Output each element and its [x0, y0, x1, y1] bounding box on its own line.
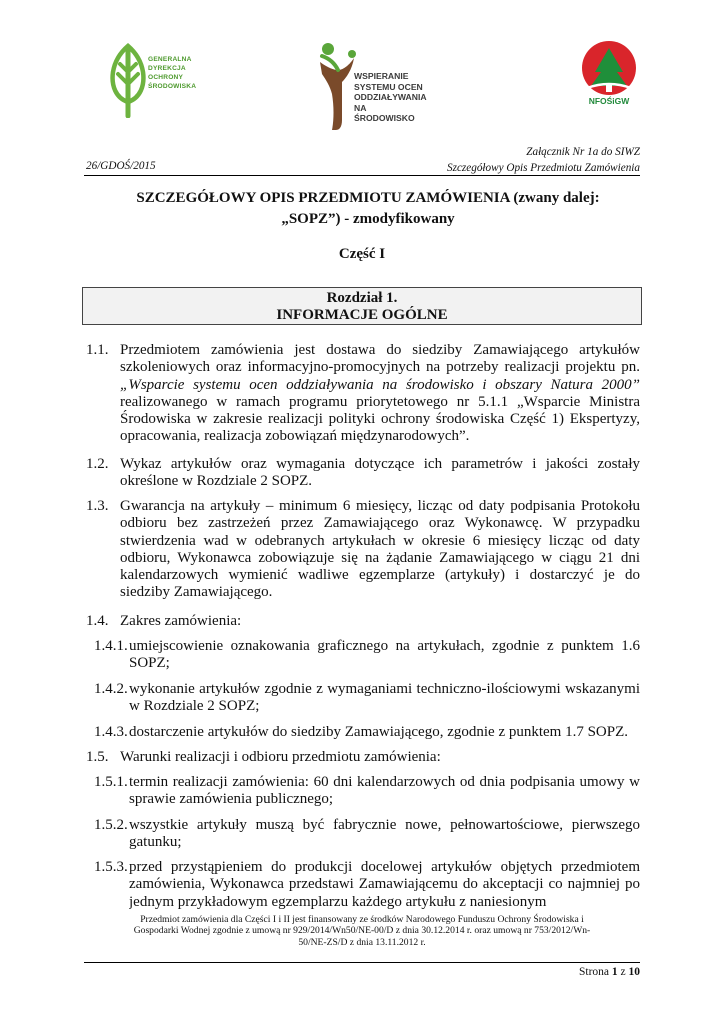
footer-divider — [84, 962, 640, 963]
nfosigw-logo-text: NFOŚiGW — [588, 96, 630, 106]
section-1-4-2-text: wykonanie artykułów zgodnie z wymaganiami techniczno-ilościowymi wskazanymi w Rozdziale 2 SOPZ; — [129, 681, 640, 715]
section-number: 1.2. — [86, 456, 109, 472]
wspieranie-logo-text: WSPIERANIE SYSTEMU OCEN ODDZIAŁYWANIA NA ŚRODOWISKO — [354, 71, 427, 124]
section-1-3-text: Gwarancja na artykuły – minimum 6 miesięcy, licząc od daty podpisania Protokołu odbioru bez zastrzeżeń przez Zamawiającego oraz Wykonawcę. W przypadku stwierdzenia wad w odebranych artykułach w okresie 6 miesięcy licząc od daty odbioru, Wykonawca zobowiązuje się na żądanie Zamawiającego w ciągu 21 dni kalendarzowych wymienić wadliwe egzemplarze (artykuły) i dostarczyć je do siedziby Zamawiającego. — [120, 498, 640, 601]
tree-icon — [108, 42, 148, 118]
funding-footnote: Przedmiot zamówienia dla Części I i II jest finansowany ze środków Narodowego Funduszu Ochrony Środowiska i Gospodarki Wodnej zgodnie z umową nr 929/2014/Wn50/NE-00/D z dnia 30.12.2014 r. oraz umową nr 753/2012/Wn- 50/NE-ZS/D z dnia 13.11.2012 r. — [133, 914, 591, 948]
nfosigw-logo — [579, 40, 639, 108]
section-1-1-text: Przedmiotem zamówienia jest dostawa do siedziby Zamawiającego artykułów szkoleniowych oraz informacyjno-promocyjnych na potrzeby realizacji projektu pn. „Wsparcie systemu ocen oddziaływania na środowisko i obszary Natura 2000” realizowanego w ramach programu priorytetowego nr 5.1.1 „Wsparcie Ministra Środowiska w zakresie realizacji polityki ochrony środowiska Część 1) Ekspertyzy, opracowania, realizacja zobowiązań międzynarodowych”. — [120, 342, 640, 445]
part-heading: Część I — [338, 246, 386, 262]
gdos-logo-text: GENERALNA DYREKCJA OCHRONY ŚRODOWISKA — [148, 56, 197, 90]
page-number: Strona 1 z 10 — [578, 966, 640, 978]
section-1-5-text: Warunki realizacji i odbioru przedmiotu zamówienia: — [120, 749, 441, 765]
section-1-4-text: Zakres zamówienia: — [120, 613, 242, 629]
reference-number: 26/GDOŚ/2015 — [86, 160, 156, 172]
subsection-number: 1.5.2. — [94, 817, 128, 833]
project-name: „Wsparcie systemu ocen oddziaływania na środowisko i obszary Natura 2000” — [120, 376, 640, 393]
section-1-4-3-text: dostarczenie artykułów do siedziby Zamawiającego, zgodnie z punktem 1.7 SOPZ. — [129, 724, 629, 740]
section-1-5-2-text: wszystkie artykuły muszą być fabrycznie nowe, pełnowartościowe, pierwszego gatunku; — [129, 817, 640, 851]
chapter-title: INFORMACJE OGÓLNE — [276, 307, 448, 323]
header-attachment-info — [447, 145, 640, 176]
subsection-number: 1.5.1. — [94, 774, 128, 790]
subsection-number: 1.4.2. — [94, 681, 128, 697]
subsection-number: 1.4.1. — [94, 638, 128, 654]
section-1-5-3-text: przed przystąpieniem do produkcji docelowej artykułów objętych przedmiotem zamówienia, Wykonawca przedstawi Zamawiającemu do akceptacji co najmniej po jednym przykładowym egzemplarzu każdego artykułu z naniesionym — [129, 859, 640, 910]
section-number: 1.4. — [86, 613, 109, 629]
header-divider — [84, 175, 640, 176]
document-subtitle: Szczegółowy Opis Przedmiotu Zamówienia — [447, 161, 640, 174]
chapter-number: Rozdział 1. — [326, 290, 398, 306]
subsection-number: 1.5.3. — [94, 859, 128, 875]
section-number: 1.5. — [86, 749, 109, 765]
page-title: SZCZEGÓŁOWY OPIS PRZEDMIOTU ZAMÓWIENIA (zwany dalej: „SOPZ”) - zmodyfikowany — [136, 190, 600, 227]
attachment-label: Załącznik Nr 1a do SIWZ — [526, 146, 640, 158]
section-number: 1.3. — [86, 498, 109, 514]
subsection-number: 1.4.3. — [94, 724, 128, 740]
chapter-heading-box — [82, 287, 642, 325]
section-1-5-1-text: termin realizacji zamówienia: 60 dni kalendarzowych od dnia podpisania umowy w sprawie zamówienia publicznego; — [129, 774, 640, 808]
section-1-2-text: Wykaz artykułów oraz wymagania dotyczące ich parametrów i jakości zostały określone w Rozdziale 2 SOPZ. — [120, 456, 640, 490]
gdos-logo — [108, 42, 218, 118]
section-number: 1.1. — [86, 342, 109, 358]
person-tree-icon — [318, 40, 358, 132]
fund-emblem-icon — [579, 40, 639, 96]
section-1-4-1-text: umiejscowienie oznakowania graficznego na artykułach, zgodnie z punktem 1.6 SOPZ; — [129, 638, 640, 672]
wspieranie-logo — [318, 40, 428, 132]
